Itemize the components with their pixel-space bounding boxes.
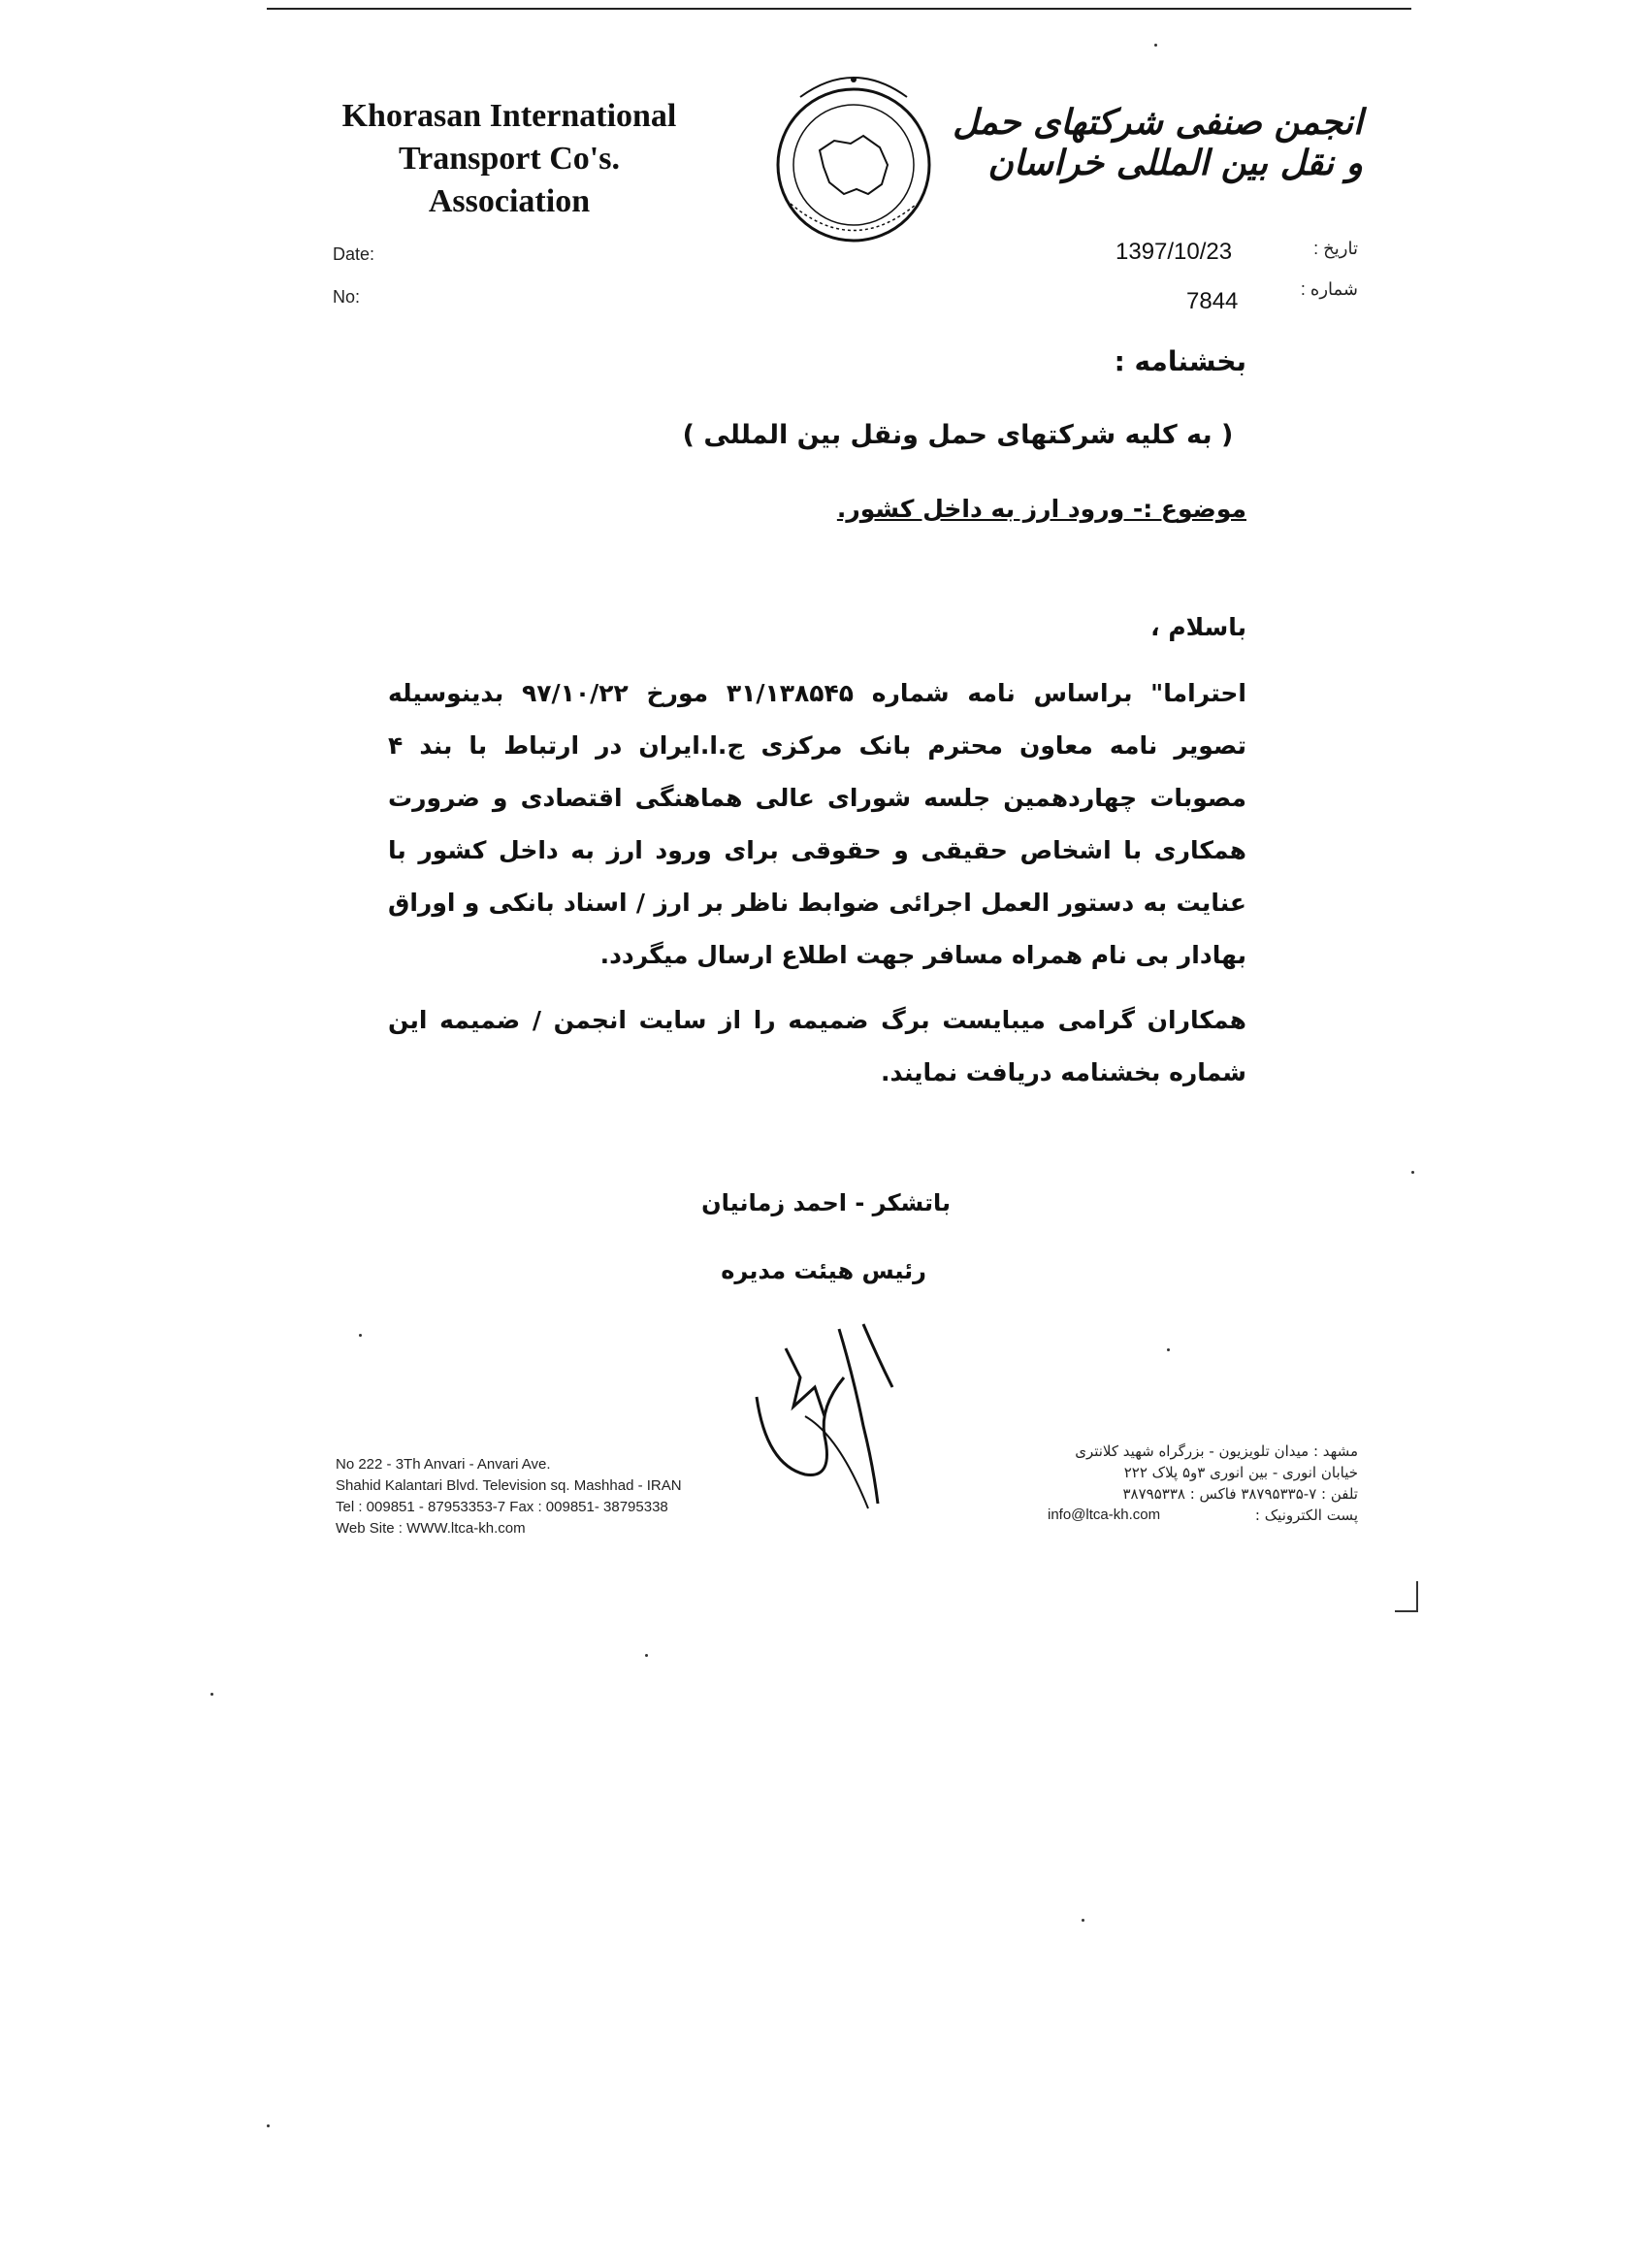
org-name-en	[335, 95, 684, 223]
footer-en-line3: Tel : 009851 - 87953353-7 Fax : 009851- 38795338	[336, 1499, 668, 1515]
scan-speck	[267, 2124, 270, 2127]
scan-speck	[1082, 1919, 1084, 1922]
footer-fa-email-row	[1048, 1505, 1358, 1526]
date-label-en: Date:	[333, 244, 375, 264]
footer-en-line1: No 222 - 3Th Anvari - Anvari Ave.	[336, 1456, 551, 1473]
footer-address-en	[336, 1454, 743, 1539]
date-value: 1397/10/23	[1116, 239, 1233, 265]
footer-en-line2: Shahid Kalantari Blvd. Television sq. Mashhad - IRAN	[336, 1477, 682, 1494]
org-name-en-line2: Transport Co's. Association	[399, 141, 620, 219]
greeting: باسلام ،	[1150, 613, 1246, 641]
footer-fa-email-label: پست الکترونیک :	[1254, 1507, 1358, 1524]
body-paragraph-2: همکاران گرامی میبایست برگ ضمیمه را از سایت انجمن / ضمیمه این شماره بخشنامه دریافت نمایند.	[388, 1006, 1246, 1086]
scan-speck	[1167, 1348, 1170, 1351]
top-border-line	[267, 8, 1411, 10]
scan-speck	[1154, 44, 1157, 47]
footer-en-line4: Web Site : WWW.ltca-kh.com	[336, 1520, 526, 1537]
body-paragraph-1: احتراما" براساس نامه شماره ۳۱/۱۳۸۵۴۵ مورخ ۹۷/۱۰/۲۲ بدینوسیله تصویر نامه معاون محترم بانک مرکزی ج.ا.ایران در ارتباط با بند ۴ مصوبات چهاردهمین جلسه شورای عالی هماهنگی اقتصادی و ضرورت همکاری با اشخاص حقیقی و حقوقی برای ورود ارز به داخل کشور با عنایت به دستور العمل اجرائی ضوابط ناظر بر ارز / اسناد بانکی و اوراق بهادار بی نام همراه مسافر جهت اطلاع ارسال میگردد.	[388, 679, 1246, 969]
subject-line: موضوع :- ورود ارز به داخل کشور.	[836, 495, 1246, 523]
handwritten-signature	[747, 1319, 902, 1513]
letter-heading: بخشنامه :	[1114, 345, 1246, 377]
scan-speck	[359, 1334, 362, 1337]
footer-fa-line2: خیابان انوری - بین انوری ۳و۵ پلاک ۲۲۲	[1123, 1464, 1358, 1481]
no-label-en: No:	[333, 287, 361, 307]
scan-speck	[1411, 1171, 1414, 1174]
org-name-en-line1: Khorasan International	[341, 98, 677, 134]
scan-speck	[645, 1654, 648, 1657]
footer-email-value: info@ltca-kh.com	[1048, 1507, 1161, 1523]
closing-signatory: باتشکر - احمد زمانیان	[701, 1189, 951, 1216]
association-logo-icon	[761, 58, 946, 262]
crop-mark	[1395, 1581, 1418, 1612]
signatory-title: رئیس هیئت مدیره	[721, 1257, 926, 1284]
footer-address-fa	[1048, 1441, 1358, 1526]
date-label-fa: تاریخ :	[1313, 239, 1358, 258]
org-name-fa: انجمن صنفی شرکتهای حمل و نقل بین المللی خراسان	[953, 102, 1363, 183]
footer-fa-line3: تلفن : ۷-۳۸۷۹۵۳۳۵ فاکس : ۳۸۷۹۵۳۳۸	[1122, 1485, 1358, 1503]
no-value: 7844	[1186, 288, 1239, 314]
footer-fa-line1: مشهد : میدان تلویزیون - بزرگراه شهید کلانتری	[1075, 1442, 1358, 1460]
no-label-fa: شماره :	[1300, 279, 1358, 299]
recipient-line: ( به کلیه شرکتهای حمل ونقل بین المللی )	[682, 420, 1234, 450]
scan-speck	[210, 1693, 213, 1696]
